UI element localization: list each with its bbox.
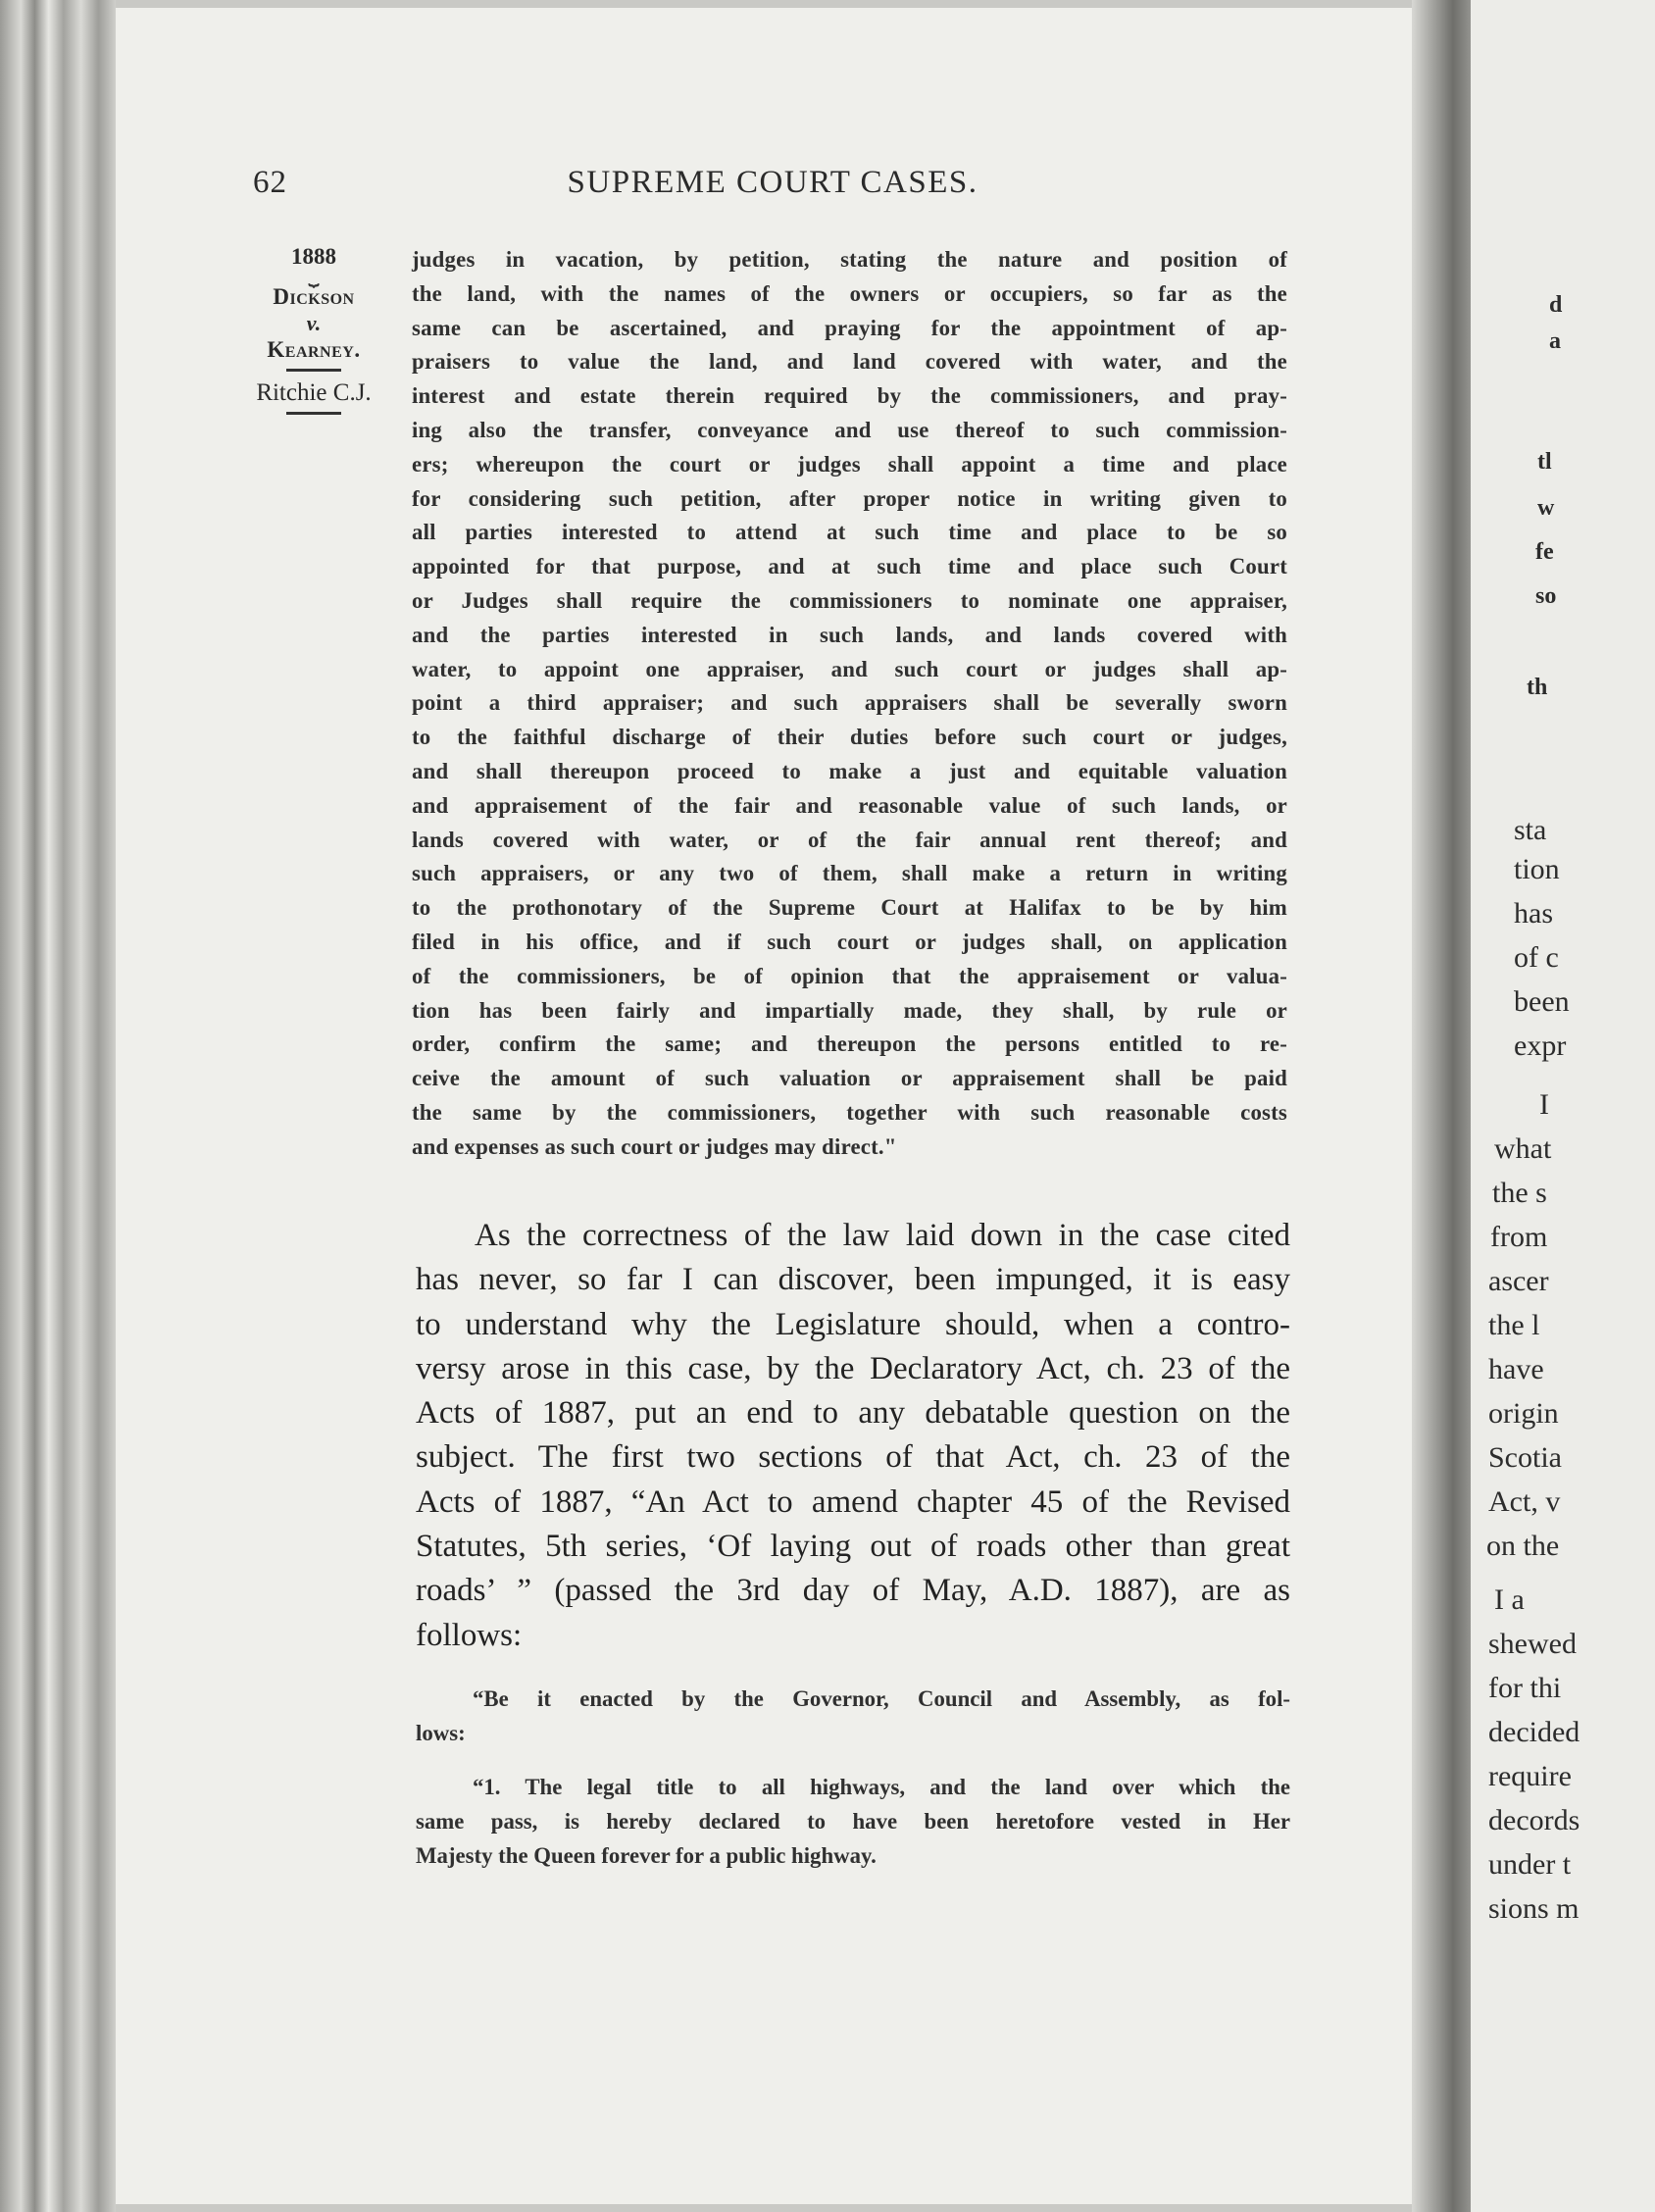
facing-page-fragment: decords bbox=[1488, 1804, 1580, 1836]
facing-page-fragment: w bbox=[1537, 495, 1555, 521]
facing-page-fragment: what bbox=[1494, 1132, 1552, 1165]
body-line: to understand why the Legislature should, when a contro- bbox=[416, 1306, 1290, 1342]
enacting-clause bbox=[416, 1683, 1290, 1751]
section-line: same pass, is hereby declared to have been heretofore vested in Her bbox=[416, 1808, 1290, 1834]
facing-page-fragment: I bbox=[1539, 1088, 1549, 1121]
quote-line: and shall thereupon proceed to make a just and equitable valuation bbox=[412, 758, 1287, 783]
facing-page-fragment: ascer bbox=[1488, 1265, 1549, 1297]
quote-line: appointed for that purpose, and at such time and place such Court bbox=[412, 554, 1287, 579]
body-line: Statutes, 5th series, ‘Of laying out of roads other than great bbox=[416, 1529, 1290, 1565]
facing-page-fragment: Scotia bbox=[1488, 1441, 1562, 1474]
margin-party-2: Kearney. bbox=[267, 337, 361, 362]
margin-rule-divider bbox=[286, 412, 341, 415]
margin-note bbox=[245, 243, 382, 423]
body-line: Acts of 1887, put an end to any debatable question on the bbox=[416, 1395, 1290, 1432]
section-line: Majesty the Queen forever for a public highway. bbox=[416, 1842, 877, 1868]
facing-page-fragment: d bbox=[1549, 292, 1563, 318]
margin-judge: Ritchie C.J. bbox=[256, 379, 372, 406]
quote-line: the land, with the names of the owners or occupiers, so far as the bbox=[412, 280, 1287, 306]
facing-page-fragment: tion bbox=[1514, 853, 1560, 885]
body-line: Acts of 1887, “An Act to amend chapter 45 of the Revised bbox=[416, 1483, 1290, 1520]
quote-line: to the faithful discharge of their duties before such court or judges, bbox=[412, 725, 1287, 750]
facing-page-fragment: Act, v bbox=[1488, 1485, 1561, 1518]
quote-line: and the parties interested in such lands, and lands covered with bbox=[412, 622, 1287, 647]
body-line: As the correctness of the law laid down in the case cited bbox=[475, 1218, 1290, 1253]
section-one bbox=[416, 1771, 1290, 1873]
facing-page-fragment: the s bbox=[1492, 1177, 1547, 1209]
body-line: follows: bbox=[416, 1617, 523, 1653]
facing-page-fragment: require bbox=[1488, 1760, 1572, 1792]
margin-rule-divider bbox=[286, 369, 341, 372]
quote-line: to the prothonotary of the Supreme Court at Halifax to be by him bbox=[412, 895, 1287, 921]
facing-page-fragment: for thi bbox=[1488, 1672, 1562, 1704]
margin-party-1: Dickson bbox=[273, 284, 355, 309]
quote-line: ers; whereupon the court or judges shall appoint a time and place bbox=[412, 451, 1287, 477]
quote-line: tion has been fairly and impartially made, they shall, by rule or bbox=[412, 997, 1287, 1023]
facing-page-fragment: sta bbox=[1514, 814, 1547, 846]
facing-page-fragment: so bbox=[1535, 583, 1557, 609]
running-title: SUPREME COURT CASES. bbox=[567, 165, 978, 200]
quote-line: order, confirm the same; and thereupon the persons entitled to re- bbox=[412, 1031, 1287, 1057]
margin-brace-icon: ⏟ bbox=[308, 267, 320, 286]
quote-line: for considering such petition, after proper notice in writing given to bbox=[412, 485, 1287, 511]
facing-page-fragment: on the bbox=[1486, 1530, 1560, 1562]
quote-line: interest and estate therein required by the commissioners, and pray- bbox=[412, 383, 1287, 409]
facing-page-fragment: origin bbox=[1488, 1397, 1559, 1430]
running-head bbox=[253, 165, 1292, 208]
facing-page-fragment: a bbox=[1549, 328, 1561, 354]
margin-versus: v. bbox=[306, 311, 322, 335]
margin-year: 1888 bbox=[291, 244, 336, 269]
quote-line: water, to appoint one appraiser, and such court or judges shall ap- bbox=[412, 656, 1287, 681]
quote-line: same can be ascertained, and praying for the appointment of ap- bbox=[412, 315, 1287, 340]
quote-line: ceive the amount of such valuation or appraisement shall be paid bbox=[412, 1066, 1287, 1091]
body-paragraph bbox=[416, 1214, 1290, 1658]
quoted-statute-block bbox=[412, 243, 1287, 1165]
facing-page-fragment: have bbox=[1488, 1353, 1544, 1385]
book-edge bbox=[0, 0, 116, 2212]
body-line: subject. The first two sections of that Act, ch. 23 of the bbox=[416, 1439, 1290, 1476]
body-line: versy arose in this case, by the Declaratory Act, ch. 23 of the bbox=[416, 1350, 1290, 1386]
enact-line: “Be it enacted by the Governor, Council and Assembly, as fol- bbox=[473, 1686, 1290, 1711]
facing-page-fragment: decided bbox=[1488, 1716, 1580, 1748]
body-line: has never, so far I can discover, been impunged, it is easy bbox=[416, 1262, 1290, 1298]
quote-line: praisers to value the land, and land covered with water, and the bbox=[412, 349, 1287, 375]
quote-line: and expenses as such court or judges may direct." bbox=[412, 1133, 897, 1159]
quote-line: lands covered with water, or of the fair annual rent thereof; and bbox=[412, 827, 1287, 852]
facing-page-fragment: the l bbox=[1488, 1309, 1540, 1341]
facing-page-fragment: under t bbox=[1488, 1848, 1572, 1881]
facing-page-fragment: tl bbox=[1537, 449, 1552, 475]
quote-line: all parties interested to attend at such time and place to be so bbox=[412, 520, 1287, 545]
body-line: roads’ ” (passed the 3rd day of May, A.D. 1887), are as bbox=[416, 1573, 1290, 1609]
facing-page-fragment: been bbox=[1514, 985, 1570, 1018]
quote-line: of the commissioners, be of opinion that the appraisement or valua- bbox=[412, 963, 1287, 988]
facing-page-fragment: th bbox=[1527, 675, 1548, 700]
enact-line: lows: bbox=[416, 1720, 466, 1745]
facing-page-fragment: has bbox=[1514, 897, 1553, 930]
facing-page-fragment: from bbox=[1490, 1221, 1548, 1253]
section-line: “1. The legal title to all highways, and the land over which the bbox=[473, 1775, 1290, 1799]
facing-page-fragment: expr bbox=[1514, 1030, 1567, 1062]
quote-line: and appraisement of the fair and reasonable value of such lands, or bbox=[412, 792, 1287, 818]
quote-line: judges in vacation, by petition, stating the nature and position of bbox=[412, 247, 1287, 272]
quote-line: ing also the transfer, conveyance and use thereof to such commission- bbox=[412, 417, 1287, 442]
quote-line: such appraisers, or any two of them, shall make a return in writing bbox=[412, 861, 1287, 886]
facing-page-fragment: fe bbox=[1535, 539, 1554, 565]
quote-line: filed in his office, and if such court or judges shall, on application bbox=[412, 929, 1287, 954]
facing-page-fragment: shewed bbox=[1488, 1628, 1577, 1660]
facing-page-fragment: of c bbox=[1514, 941, 1559, 974]
quote-line: point a third appraiser; and such appraisers shall be severally sworn bbox=[412, 690, 1287, 716]
facing-page-fragment: sions m bbox=[1488, 1892, 1580, 1925]
quote-line: or Judges shall require the commissioners to nominate one appraiser, bbox=[412, 587, 1287, 613]
facing-page-fragment: I a bbox=[1494, 1584, 1525, 1616]
quote-line: the same by the commissioners, together with such reasonable costs bbox=[412, 1099, 1287, 1125]
page-number: 62 bbox=[253, 165, 287, 200]
facing-page bbox=[1471, 0, 1655, 2212]
